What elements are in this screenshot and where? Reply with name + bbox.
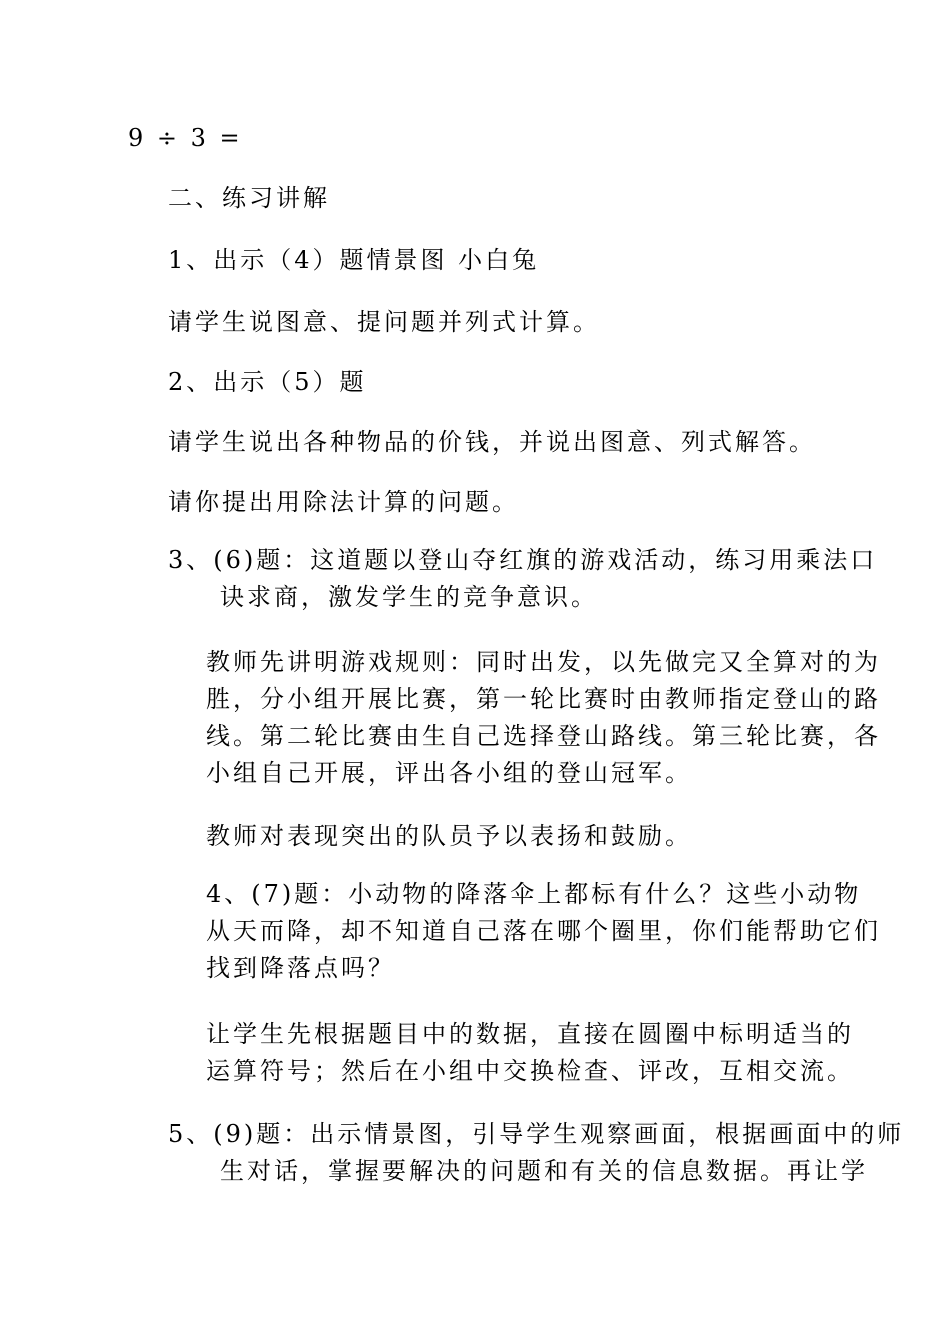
item2-body-question: 请你提出用除法计算的问题。 <box>168 488 519 516</box>
item3-line: 3、(6)题：这道题以登山夺红旗的游戏活动，练习用乘法口 <box>168 546 878 574</box>
item4-task-line: 让学生先根据题目中的数据，直接在圆圈中标明适当的 <box>206 1020 854 1048</box>
item3-rules-paragraph <box>206 644 881 792</box>
item3-rules-line: 小组自己开展，评出各小组的登山冠军。 <box>206 759 692 787</box>
item2-body-prices: 请学生说出各种物品的价钱，并说出图意、列式解答。 <box>168 428 816 456</box>
item1-title: 1、出示（4）题情景图 小白兔 <box>168 246 540 274</box>
item4-line: 4、(7)题：小动物的降落伞上都标有什么？这些小动物 <box>206 880 862 908</box>
item5-paragraph <box>168 1116 904 1190</box>
item3-rules-line: 胜，分小组开展比赛，第一轮比赛时由教师指定登山的路 <box>206 685 881 713</box>
item2-title: 2、出示（5）题 <box>168 368 367 396</box>
item5-line: 生对话，掌握要解决的问题和有关的信息数据。再让学 <box>220 1157 868 1185</box>
item3-praise: 教师对表现突出的队员予以表扬和鼓励。 <box>206 822 692 850</box>
item4-paragraph <box>206 876 881 987</box>
item3-rules-line: 教师先讲明游戏规则：同时出发，以先做完又全算对的为 <box>206 648 881 676</box>
item4-line: 从天而降，却不知道自己落在哪个圈里，你们能帮助它们 <box>206 917 881 945</box>
item5-line: 5、(9)题：出示情景图，引导学生观察画面，根据画面中的师 <box>168 1120 905 1148</box>
item4-line: 找到降落点吗？ <box>206 954 395 982</box>
item3-paragraph <box>168 542 877 616</box>
equation-line: 9 ÷ 3 = <box>128 124 243 152</box>
item3-line: 诀求商，激发学生的竞争意识。 <box>220 583 598 611</box>
section-heading: 二、练习讲解 <box>168 184 330 212</box>
item3-rules-line: 线。第二轮比赛由生自己选择登山路线。第三轮比赛，各 <box>206 722 881 750</box>
item4-task-paragraph <box>206 1016 854 1090</box>
item1-body: 请学生说图意、提问题并列式计算。 <box>168 308 600 336</box>
item4-task-line: 运算符号；然后在小组中交换检查、评改，互相交流。 <box>206 1057 854 1085</box>
